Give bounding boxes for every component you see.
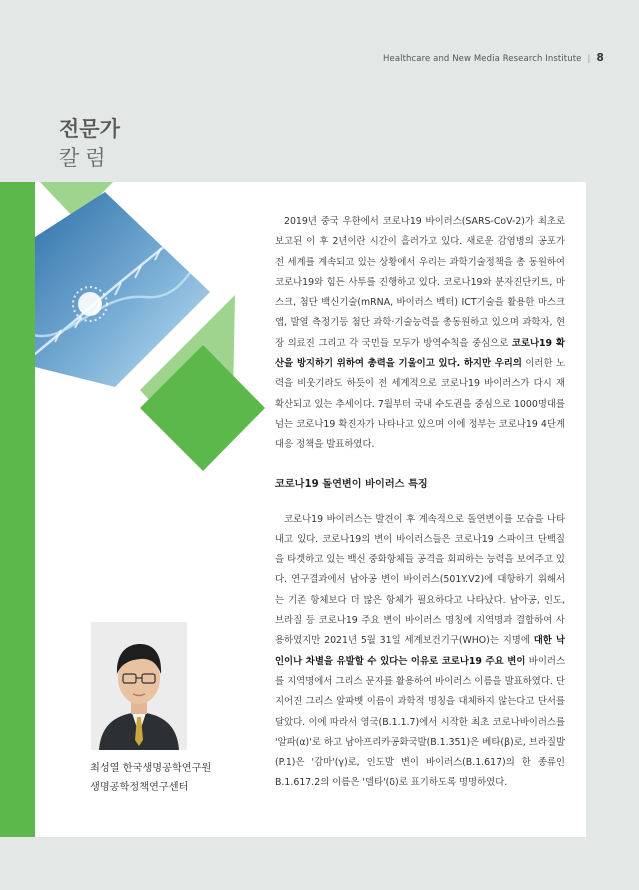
author-name: 최성열 한국생명공학연구원 <box>90 763 212 774</box>
running-header <box>383 52 604 64</box>
section-title: 전문가 <box>59 117 120 141</box>
section-subtitle: 칼럼 <box>59 146 112 170</box>
page-number: 8 <box>596 52 604 64</box>
header-separator: | <box>587 54 591 64</box>
virus-particle-icon <box>78 292 102 316</box>
author-department: 생명공학정책연구센터 <box>90 782 189 793</box>
article-paragraph-1: 2019년 중국 우한에서 코로나19 바이러스(SARS-CoV-2)가 최초로 보고된 이 후 2년이란 시간이 흘러가고 있다. 새로운 감염병의 공포가 전 세계를 계속되고 있는 상황에서 우리는 과학기술정책을 총 동원하여 코로나19와 힘든 사투를 진행하고 있다. 코로나19와 분자진단키트, 마스크, 첨단 백신기술(mRNA, 바이러스 벡터) ICT기술을 활용한 마스크앱, 발열 측정기등 첨단 과학·기술능력을 총동원하고 있으며 과학자, 현장 의료진 그리고 각 국민들 모두가 방역수칙을 중심으로 코로나19 확산을 방지하기 위하여 총력을 기울이고 있다. 하지만 우리의 이러한 노력을 비웃기라도 하듯이 전 세계적으로 코로나19 바이러스가 다시 재 확산되고 있는 추세이다. 7월부터 국내 수도권을 중심으로 1000명대를 넘는 코로나19 확진자가 나타나고 있으며 이에 정부는 코로나19 4단계 대응 정책을 발표하였다. <box>275 216 566 451</box>
green-diamond-large <box>140 345 265 471</box>
article-paragraph-2: 코로나19 바이러스는 발견이 후 계속적으로 돌연변이를 모습을 나타내고 있다. 코로나19의 변이 바이러스들은 코로나19 스파이크 단백질을 타겟하고 있는 백신 중화항체들 공격을 회피하는 능력을 보여주고 있다. 연구결과에서 남아공 변이 바이러스(501Y.V2)에 대항하기 위해서는 기존 항체보다 더 많은 항체가 필요하다고 나타났다. 남아공, 인도, 브라질 등 코로나19 주요 변이 바이러스 명칭에 지역명과 결합하여 사용하였지만 2021년 5월 31일 세계보건기구(WHO)는 지명에 대한 낙인이나 차별을 유발할 수 있다는 이유로 코로나19 주요 변이 바이러스를 지역명에서 그리스 문자를 활용하여 바이러스 이름을 발표하였다. 단 지어진 그리스 알파벳 이름이 과학적 명칭을 대체하지 않는다고 단서를 달았다. 이에 따라서 영국(B.1.1.7)에서 시작한 최초 코로나바이러스를 '알파(α)'로 하고 남아프리카공화국발(B.1.351)은 베타(β)로, 브라질발(P.1)은 '감마'(γ)로, 인도발 변이 바이러스(B.1.617)의 한 종류인 B.1.617.2의 이름은 '델타'(δ)로 표기하도록 명명하였다. <box>275 513 565 789</box>
article-subheading: 코로나19 돌연변이 바이러스 특징 <box>275 478 428 490</box>
green-side-bar <box>0 182 35 837</box>
author-photo <box>91 622 187 750</box>
decorative-illustration <box>35 182 275 542</box>
author-caption <box>90 759 211 797</box>
running-title: Healthcare and New Media Research Institute <box>383 54 582 64</box>
article-body <box>275 212 565 794</box>
content-card <box>35 182 586 837</box>
